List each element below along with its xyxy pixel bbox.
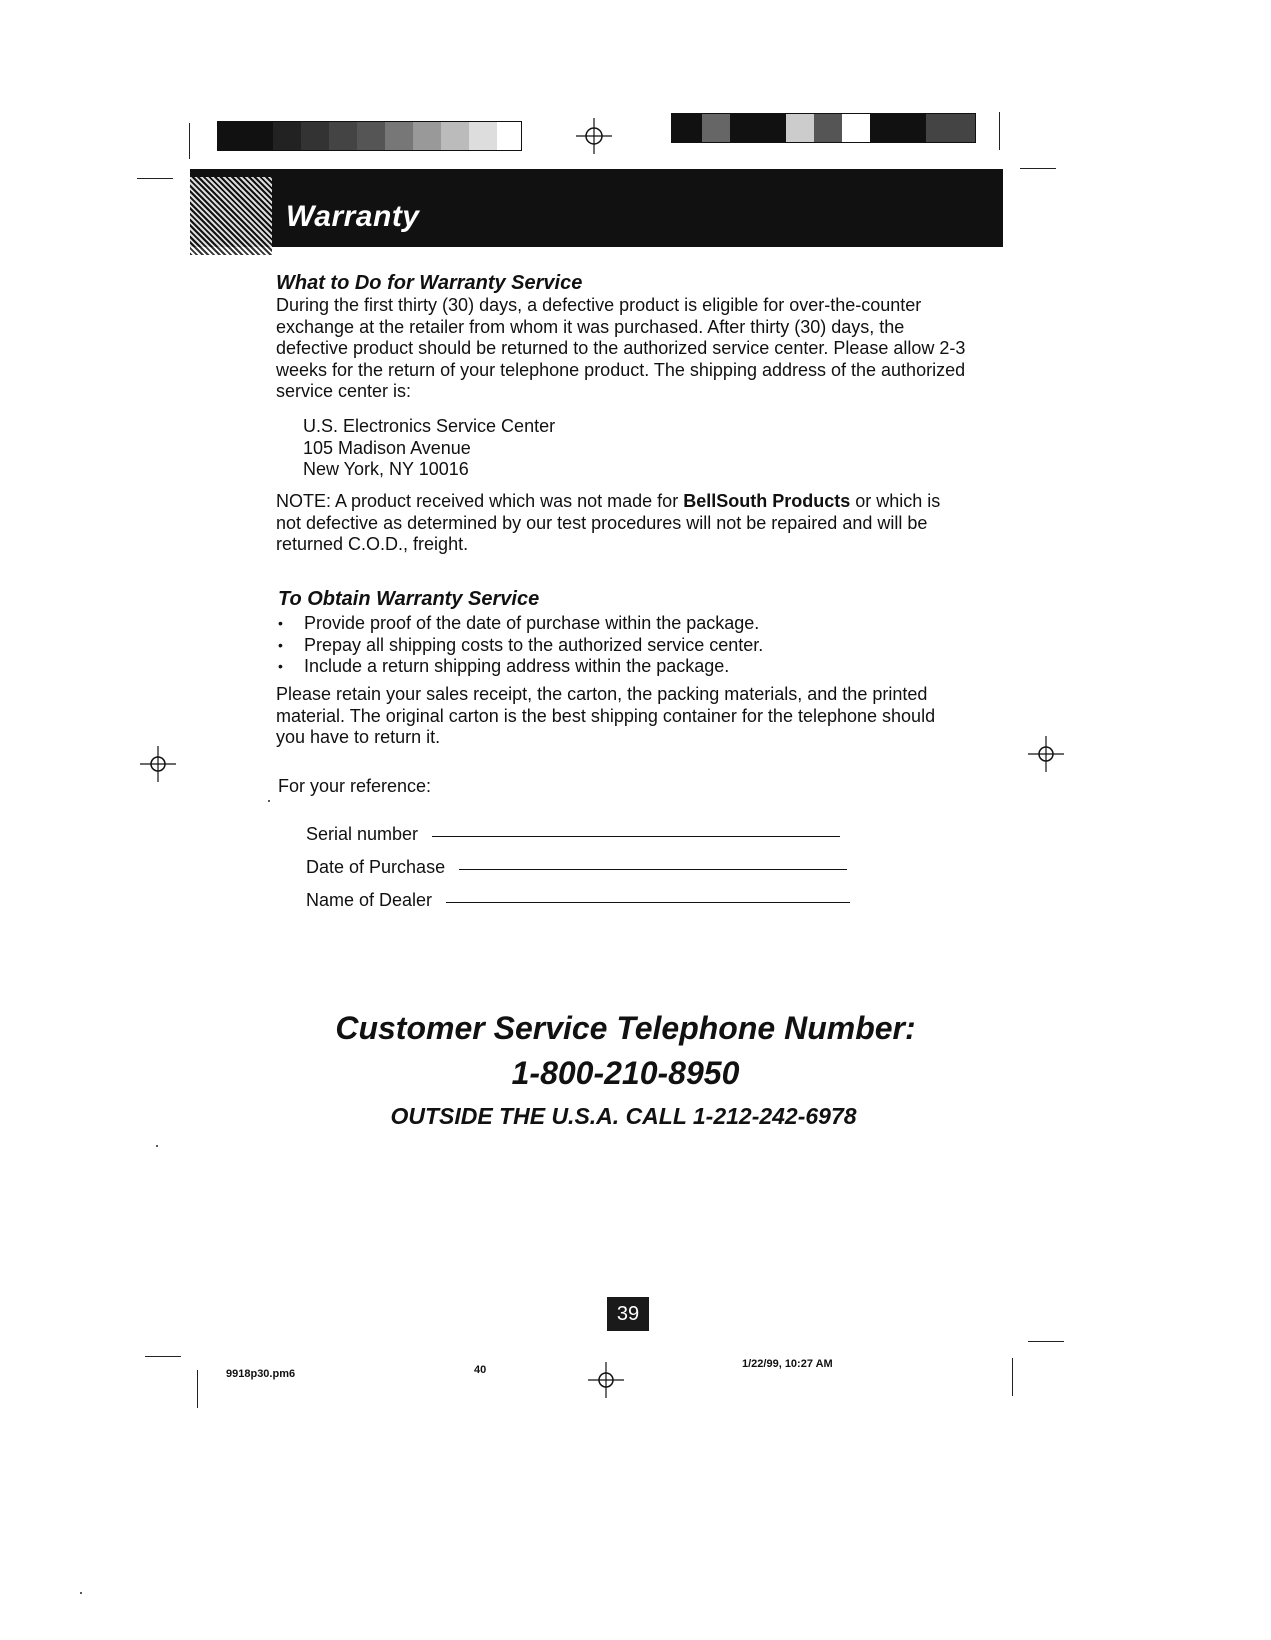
header-texture-pattern [190, 177, 272, 255]
crop-mark [189, 123, 190, 159]
stray-dot [268, 800, 270, 802]
service-center-address [303, 416, 555, 481]
field-label: Name of Dealer [306, 890, 433, 910]
crop-mark [1028, 1341, 1064, 1342]
warranty-service-paragraph: During the first thirty (30) days, a defective product is eligible for over-the-counter exchange at the retailer from whom it was purchased. After thirty (30) days, the defective product should be returned to the authorized service center. Please allow 2-3 weeks for the return of your telephone product. The shipping address of the authorized service center is: [276, 295, 966, 401]
service-steps-list [276, 613, 956, 678]
printer-color-bar-left [217, 121, 522, 151]
field-blank-line [432, 835, 840, 837]
note-brand: BellSouth Products [683, 491, 851, 511]
page-title: Warranty [286, 200, 420, 233]
registration-crosshair-icon [1028, 736, 1064, 772]
outside-usa-number: OUTSIDE THE U.S.A. CALL 1-212-242-6978 [390, 1103, 857, 1129]
registration-crosshair-icon [140, 746, 176, 782]
registration-crosshair-icon [576, 118, 612, 154]
list-item: • Include a return shipping address within the package. [276, 656, 956, 678]
stray-dot [156, 1145, 158, 1147]
address-line: U.S. Electronics Service Center [303, 416, 556, 436]
section-heading-warranty-service: What to Do for Warranty Service [276, 272, 583, 294]
address-line: New York, NY 10016 [303, 459, 469, 479]
list-item: • Prepay all shipping costs to the authorized service center. [276, 635, 956, 657]
list-item: • Provide proof of the date of purchase within the package. [276, 613, 956, 635]
footer-timestamp: 1/22/99, 10:27 AM [742, 1358, 833, 1370]
address-line: 105 Madison Avenue [303, 437, 471, 458]
field-blank-line [459, 868, 847, 870]
date-of-purchase-field [306, 857, 847, 878]
retain-paragraph: Please retain your sales receipt, the carton, the packing materials, and the printed material. The original carton is the best shipping container for the telephone should you have to return it. [276, 684, 936, 747]
crop-mark [137, 178, 173, 179]
note-prefix: NOTE: A product received which was not made for [276, 491, 684, 511]
crop-mark [197, 1370, 198, 1408]
stray-dot [80, 1592, 82, 1594]
name-of-dealer-field [306, 890, 850, 911]
field-blank-line [446, 901, 850, 903]
footer-page: 40 [474, 1364, 487, 1376]
field-label: Serial number [306, 824, 419, 844]
customer-service-title: Customer Service Telephone Number: [335, 1010, 916, 1046]
crop-mark [1020, 168, 1056, 169]
crop-mark [145, 1356, 181, 1357]
customer-service-number: 1-800-210-8950 [511, 1055, 740, 1091]
reference-intro: For your reference: [278, 776, 432, 796]
section-heading-obtain-service: To Obtain Warranty Service [278, 588, 540, 610]
printer-color-bar-right [671, 113, 976, 143]
registration-crosshair-icon [588, 1362, 624, 1398]
page-number-badge: 39 [607, 1297, 649, 1331]
note-paragraph [276, 491, 966, 556]
footer-filename: 9918p30.pm6 [226, 1368, 296, 1380]
serial-number-field [306, 824, 840, 845]
crop-mark [999, 112, 1000, 150]
field-label: Date of Purchase [306, 857, 446, 877]
note-suffix: or which is not defective as determined by our test procedures will not be repaired and will be returned C.O.D., freight. [276, 491, 941, 554]
crop-mark [1012, 1358, 1013, 1396]
